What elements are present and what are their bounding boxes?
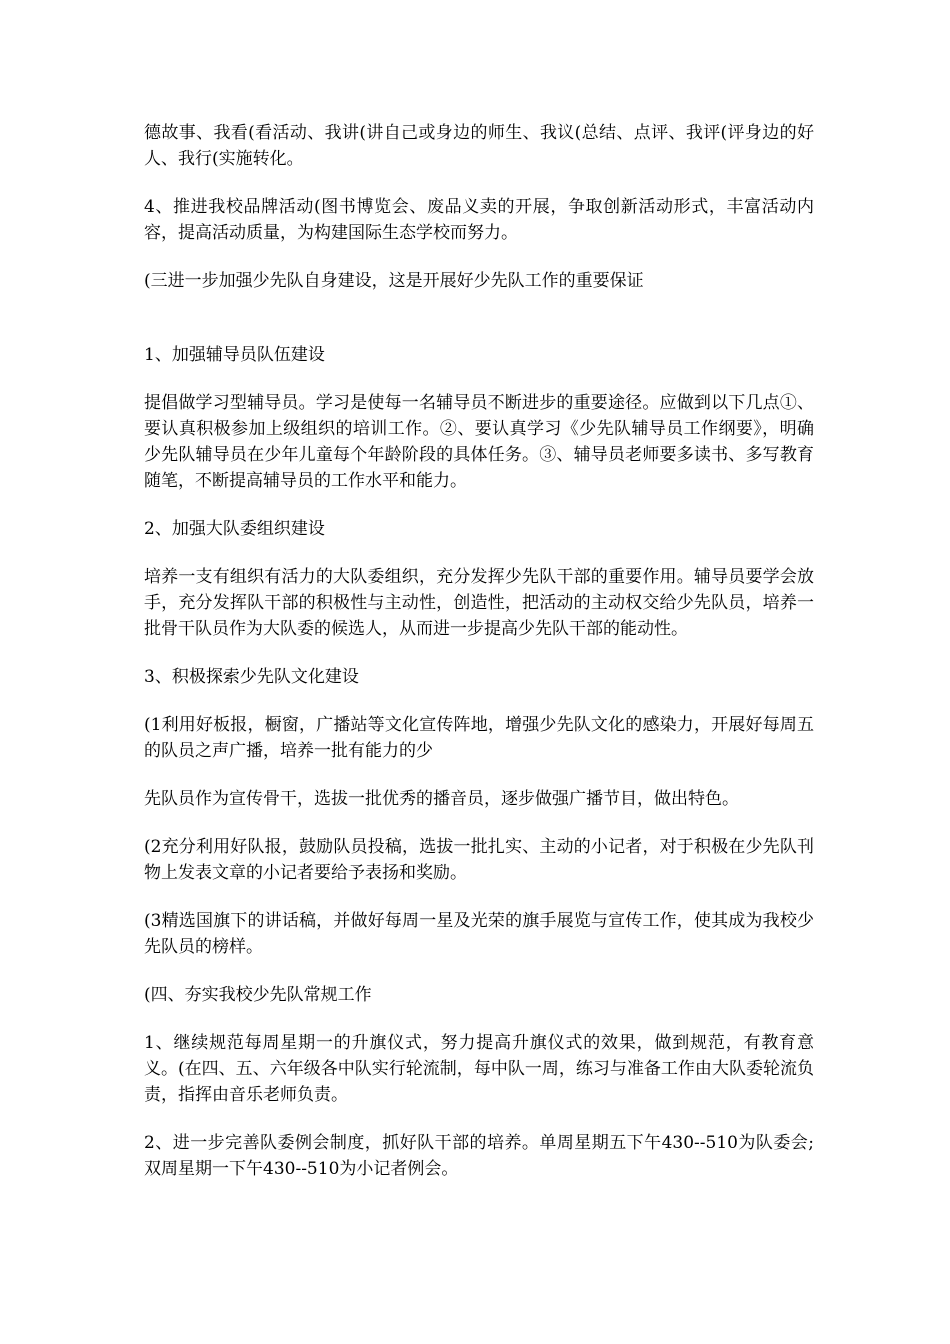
paragraph-moral-stories: 德故事、我看(看活动、我讲(讲自己或身边的师生、我议(总结、点评、我评(评身边的好人、我行(实施转化。 [144,123,814,169]
subheading-brigade-committee: 2、加强大队委组织建设 [144,519,325,539]
paragraph-culture-item-1-continued: 先队员作为宣传骨干，选拔一批优秀的播音员，逐步做强广播节目，做出特色。 [144,789,739,809]
paragraph-flag-ceremony: 1、继续规范每周星期一的升旗仪式，努力提高升旗仪式的效果，做到规范，有教育意义。(在四、五、六年级各中队实行轮流制，每中队一周，练习与准备工作由大队委轮流负责，指挥由音乐老师负责。 [144,1033,814,1105]
subheading-counselor-team: 1、加强辅导员队伍建设 [144,345,325,365]
paragraph-culture-item-3: (3精选国旗下的讲话稿，并做好每周一星及光荣的旗手展览与宣传工作，使其成为我校少先队员的榜样。 [144,911,814,957]
document-body [144,120,814,1204]
paragraph-learning-counselor: 提倡做学习型辅导员。学习是使每一名辅导员不断进步的重要途径。应做到以下几点①、要认真积极参加上级组织的培训工作。②、要认真学习《少先队辅导员工作纲要》，明确少先队辅导员在少年儿童每个年龄阶段的具体任务。③、辅导员老师要多读书、多写教育随笔，不断提高辅导员的工作水平和能力。 [144,393,814,491]
paragraph-culture-item-2: (2充分利用好队报，鼓励队员投稿，选拔一批扎实、主动的小记者，对于积极在少先队刊物上发表文章的小记者要给予表扬和奖励。 [144,837,814,883]
section-heading-routine-work: (四、夯实我校少先队常规工作 [144,985,372,1005]
paragraph-brigade-committee: 培养一支有组织有活力的大队委组织，充分发挥少先队干部的重要作用。辅导员要学会放手，充分发挥队干部的积极性与主动性，创造性，把活动的主动权交给少先队员，培养一批骨干队员作为大队委的候选人，从而进一步提高少先队干部的能动性。 [144,567,814,639]
subheading-culture-building: 3、积极探索少先队文化建设 [144,667,359,687]
paragraph-culture-item-1: (1利用好板报，橱窗，广播站等文化宣传阵地，增强少先队文化的感染力，开展好每周五的队员之声广播，培养一批有能力的少 [144,715,814,761]
section-heading-self-building: (三进一步加强少先队自身建设，这是开展好少先队工作的重要保证 [144,271,644,291]
paragraph-brand-activities: 4、推进我校品牌活动(图书博览会、废品义卖的开展，争取创新活动形式，丰富活动内容，提高活动质量，为构建国际生态学校而努力。 [144,197,814,243]
paragraph-committee-meetings: 2、进一步完善队委例会制度，抓好队干部的培养。单周星期五下午430--510为队委会;双周星期一下午430--510为小记者例会。 [144,1133,814,1179]
